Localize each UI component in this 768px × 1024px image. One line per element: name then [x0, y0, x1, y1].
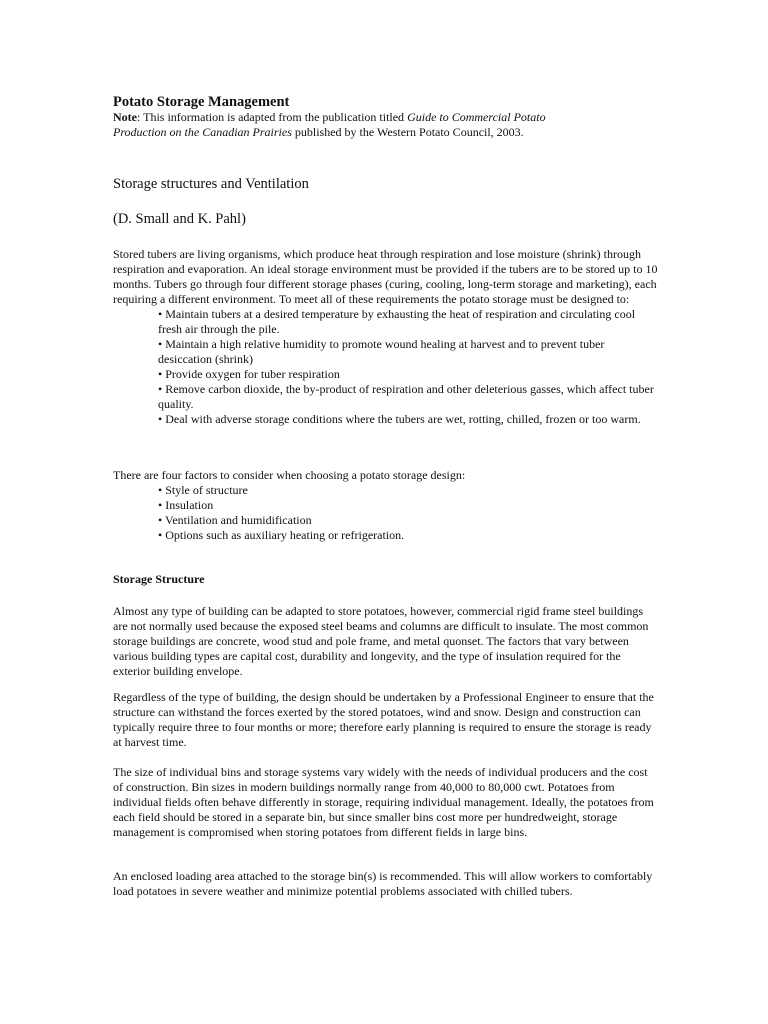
section-title: Storage structures and Ventilation: [113, 176, 309, 192]
note-text-before: : This information is adapted from the publication titled: [137, 110, 408, 124]
publication-title: Guide to Commercial Potato Production on the Canadian Prairies: [113, 110, 546, 139]
document-title: Potato Storage Management: [113, 94, 290, 110]
factors-intro: There are four factors to consider when choosing a potato storage design:: [113, 468, 466, 482]
factor-item: • Options such as auxiliary heating or refrigeration.: [158, 528, 405, 542]
paragraph: Regardless of the type of building, the design should be undertaken by a Professional Engineer to ensure that the structure can withstand the forces exerted by the stored potatoes, wind and snow. Design and construction can typically require three to four months or more; therefore early planning is required to ensure the storage is ready at harvest time.: [113, 690, 654, 749]
factors-block: [113, 468, 658, 543]
requirement-item: • Provide oxygen for tuber respiration: [158, 367, 340, 381]
requirement-item: • Maintain a high relative humidity to promote wound healing at harvest and to prevent tuber desiccation (shrink): [158, 337, 605, 366]
source-note: [113, 110, 553, 140]
requirement-item: • Deal with adverse storage conditions where the tubers are wet, rotting, chilled, frozen or too warm.: [158, 412, 641, 426]
factors-list: [113, 483, 658, 543]
authors-line: (D. Small and K. Pahl): [113, 211, 246, 227]
factor-item: • Insulation: [158, 498, 214, 512]
factor-item: • Ventilation and humidification: [158, 513, 312, 527]
note-label: Note: [113, 110, 137, 124]
paragraph: The size of individual bins and storage systems vary widely with the needs of individual producers and the cost of construction. Bin sizes in modern buildings normally range from 40,000 to 80,000 cwt. Potatoes from individual fields often behave differently in storage, requiring individual management. Ideally, the potatoes from each field should be stored in a separate bin, but since smaller bins cost more per hundredweight, storage management is compromised when storing potatoes from different fields in large bins.: [113, 765, 654, 839]
requirements-list: [113, 307, 658, 427]
storage-structure-heading: Storage Structure: [113, 572, 205, 586]
requirement-item: • Remove carbon dioxide, the by-product of respiration and other deleterious gasses, which affect tuber quality.: [158, 382, 654, 411]
paragraph: Almost any type of building can be adapted to store potatoes, however, commercial rigid frame steel buildings are not normally used because the exposed steel beams and columns are difficult to insulate. The most common storage buildings are concrete, wood stud and pole frame, and metal quonset. The factors that vary between various building types are capital cost, durability and longevity, and the type of insulation required for the exterior building envelope.: [113, 604, 649, 678]
note-text-after: published by the Western Potato Council, 2003.: [291, 125, 524, 139]
factor-item: • Style of structure: [158, 483, 248, 497]
paragraph: An enclosed loading area attached to the storage bin(s) is recommended. This will allow workers to comfortably load potatoes in severe weather and minimize potential problems associated with chilled tubers.: [113, 869, 653, 898]
intro-paragraph: Stored tubers are living organisms, which produce heat through respiration and lose moisture (shrink) through respiration and evaporation. An ideal storage environment must be provided if the tubers are to be stored up to 10 months. Tubers go through four different storage phases (curing, cooling, long-term storage and marketing), each requiring a different environment. To meet all of these requirements the potato storage must be designed to:: [113, 247, 658, 306]
requirement-item: • Maintain tubers at a desired temperature by exhausting the heat of respiration and circulating cool fresh air through the pile.: [158, 307, 636, 336]
intro-block: [113, 247, 658, 427]
